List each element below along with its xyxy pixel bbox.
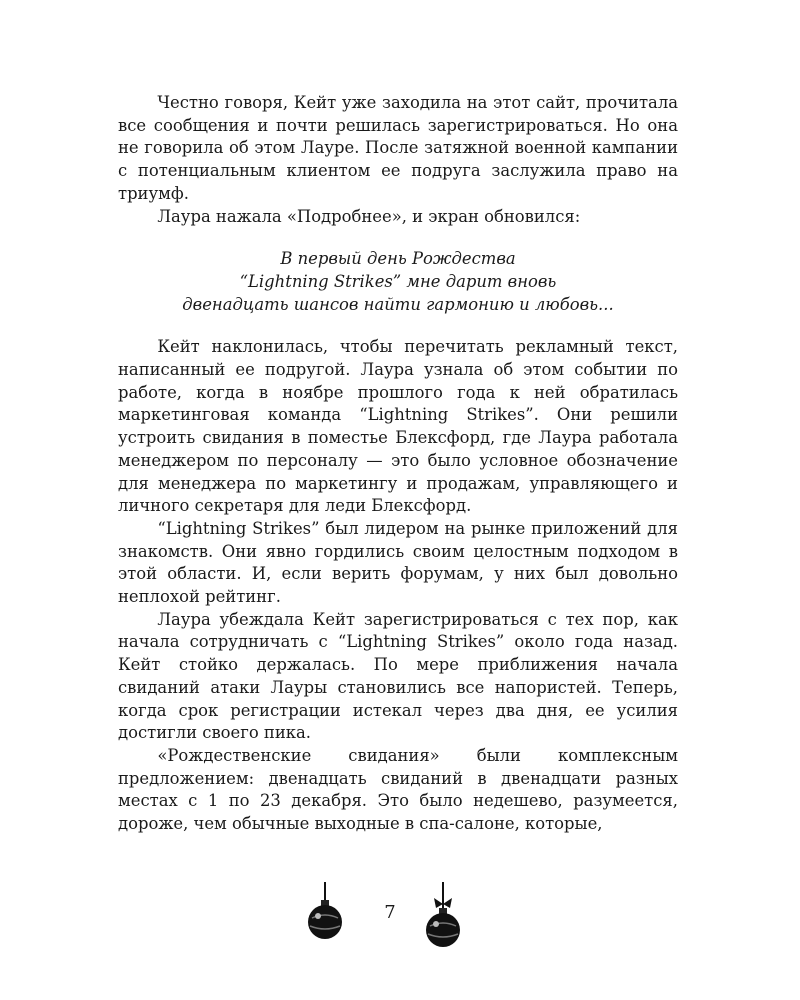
paragraph-2: Лаура нажала «Подробнее», и экран обновился:: [157, 206, 581, 226]
paragraph-5: Лаура убеждала Кейт зарегистрироваться с тех пор, как начала сотрудничать с “Lightning Strikes” около года назад. Кейт стойко держалась. По мере приближения начала свиданий атаки Лауры становились все напористей. Теперь, когда срок регистрации истекал через два дня, ее усилия достигли своего пика.: [118, 609, 678, 743]
paragraph-1: Честно говоря, Кейт уже заходила на этот сайт, прочитала все сообщения и почти решилась зарегистрироваться. Но она не говорила об этом Лауре. После затяжной военной кампании с потенциальным клиентом ее подруга заслужила право на триумф.: [118, 93, 678, 203]
page-footer: [300, 880, 480, 950]
paragraph-6: «Рождественские свидания» были комплексным предложением: двенадцать свиданий в двенадцати разных местах с 1 по 23 декабря. Это было недешево, разумеется, дороже, чем обычные выходные в спа-салоне, которые,: [118, 745, 678, 834]
page-body: [118, 92, 678, 836]
paragraph-4: “Lightning Strikes” был лидером на рынке приложений для знакомств. Они явно гордились своим целостным подходом в этой области. И, если верить форумам, у них был довольно неплохой рейтинг.: [118, 518, 678, 607]
page-number: 7: [384, 902, 396, 923]
poem-block: [118, 248, 678, 316]
poem-line: “Lightning Strikes” мне дарит вновь: [239, 271, 557, 291]
poem-line: В первый день Рождества: [280, 249, 516, 269]
poem-line: двенадцать шансов найти гармонию и любовь...: [182, 294, 614, 314]
christmas-bauble-with-bow-icon: [418, 882, 468, 952]
paragraph-3: Кейт наклонилась, чтобы перечитать рекламный текст, написанный ее подругой. Лаура узнала об этом событии по работе, когда в ноябре прошлого года к ней обратилась маркетинговая команда “Lightning Strikes”. Они решили устроить свидания в поместье Блексфорд, где Лаура работала менеджером по персоналу — это было условное обозначение для менеджера по маркетингу и продажам, управляющего и личного секретаря для леди Блексфорд.: [118, 337, 678, 516]
